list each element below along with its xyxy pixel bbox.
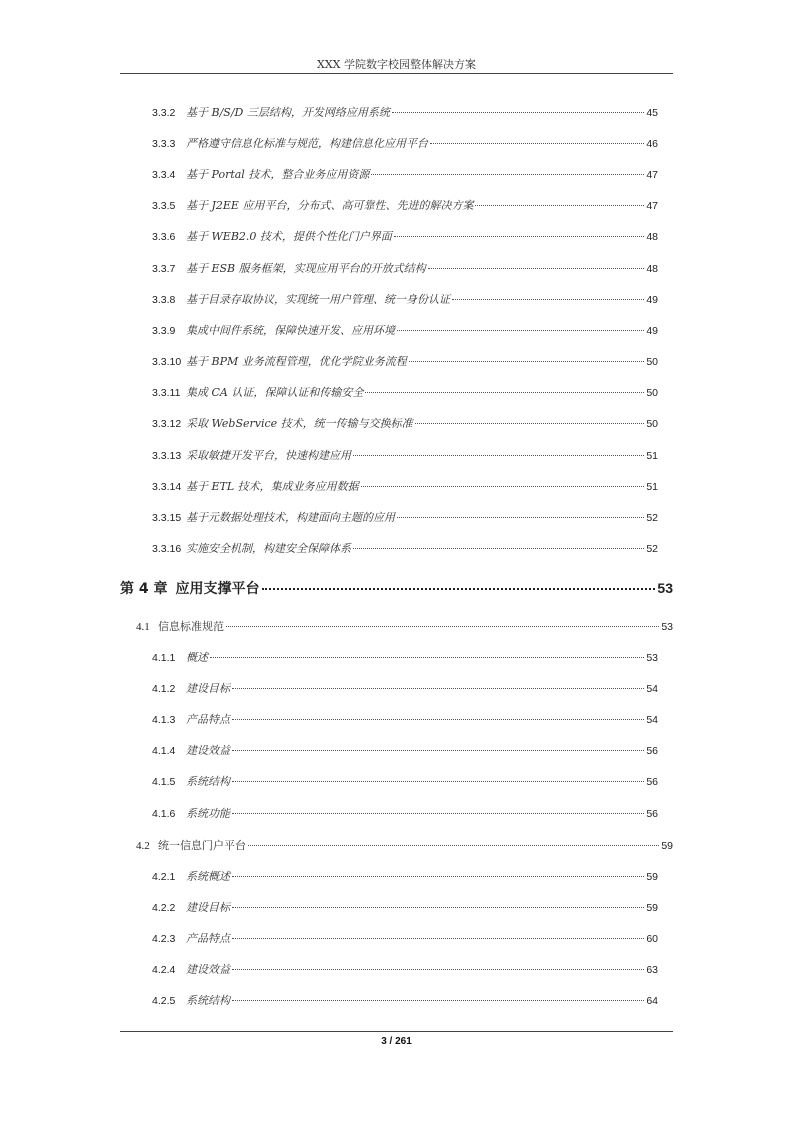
- toc-entry-page: 50: [646, 387, 658, 399]
- toc-entry-title: 信息标准规范: [158, 620, 224, 633]
- toc-leader-dots: [248, 845, 659, 846]
- toc-entry-number: 3.3.3: [152, 138, 176, 150]
- toc-entry-title: 产品特点: [186, 713, 230, 726]
- toc-entry-title: 系统功能: [186, 807, 230, 820]
- toc-entry-number: 3.3.7: [152, 263, 176, 275]
- toc-entry-number: 3.3.5: [152, 200, 176, 212]
- toc-entry-page: 56: [646, 745, 658, 757]
- toc-leader-dots: [392, 112, 644, 113]
- toc-entry-number: 4.1: [136, 621, 150, 633]
- toc-entry-number: 4.2.1: [152, 871, 176, 883]
- toc-leader-dots: [361, 486, 645, 487]
- toc-leader-dots: [353, 548, 644, 549]
- toc-subsection-entry[interactable]: [152, 104, 658, 120]
- toc-entry-title: 基于 B/S/D 三层结构，开发网络应用系统: [186, 106, 390, 119]
- toc-subsection-entry[interactable]: [152, 649, 658, 665]
- toc-entry-title: 系统结构: [186, 994, 230, 1007]
- toc-leader-dots: [232, 1000, 644, 1001]
- toc-entry-title: 集成中间件系统，保障快速开发、应用环境: [186, 324, 395, 337]
- toc-entry-page: 49: [646, 294, 658, 306]
- toc-leader-dots: [394, 236, 644, 237]
- toc-entry-number: 4.1.1: [152, 652, 176, 664]
- toc-subsection-entry[interactable]: [152, 540, 658, 556]
- toc-entry-number: 4.2.3: [152, 933, 176, 945]
- header-rule: [120, 73, 673, 74]
- toc-leader-dots: [452, 299, 644, 300]
- toc-entry-title: 建设目标: [186, 682, 230, 695]
- toc-subsection-entry[interactable]: [152, 135, 658, 151]
- toc-chapter-entry[interactable]: [120, 578, 673, 598]
- toc-entry-title: 基于 ETL 技术，集成业务应用数据: [186, 480, 359, 493]
- toc-subsection-entry[interactable]: [152, 415, 658, 431]
- toc-leader-dots: [397, 330, 644, 331]
- toc-entry-title: 建设目标: [186, 901, 230, 914]
- toc-entry-number: 4.2.4: [152, 964, 176, 976]
- toc-leader-dots: [397, 517, 644, 518]
- toc-subsection-entry[interactable]: [152, 384, 658, 400]
- toc-entry-page: 52: [646, 512, 658, 524]
- toc-entry-page: 60: [646, 933, 658, 945]
- toc-entry-title: 基于 J2EE 应用平台，分布式、高可靠性、先进的解决方案: [186, 199, 474, 212]
- toc-entry-title: 基于 WEB2.0 技术，提供个性化门户界面: [186, 230, 392, 243]
- toc-leader-dots: [232, 813, 644, 814]
- toc-leader-dots: [475, 205, 644, 206]
- toc-subsection-entry[interactable]: [152, 868, 658, 884]
- toc-leader-dots: [428, 268, 645, 269]
- toc-subsection-entry[interactable]: [152, 447, 658, 463]
- toc-entry-page: 54: [646, 714, 658, 726]
- toc-entry-page: 63: [646, 964, 658, 976]
- toc-entry-title: 基于 BPM 业务流程管理，优化学院业务流程: [186, 355, 407, 368]
- toc-entry-page: 59: [661, 840, 673, 852]
- toc-entry-title: 采取敏捷开发平台，快速构建应用: [186, 449, 351, 462]
- toc-entry-title: 实施安全机制，构建安全保障体系: [186, 542, 351, 555]
- toc-entry-number: 3.3.15: [152, 512, 182, 524]
- toc-entry-title: 基于元数据处理技术，构建面向主题的应用: [186, 511, 395, 524]
- toc-leader-dots: [232, 876, 644, 877]
- toc-entry-title: 严格遵守信息化标准与规范，构建信息化应用平台: [186, 137, 428, 150]
- toc-section-entry[interactable]: [136, 837, 673, 853]
- toc-subsection-entry[interactable]: [152, 509, 658, 525]
- toc-leader-dots: [430, 143, 644, 144]
- footer-rule: [120, 1031, 673, 1032]
- toc-subsection-entry[interactable]: [152, 260, 658, 276]
- toc-leader-dots: [232, 969, 644, 970]
- toc-entry-number: 4.2: [136, 840, 150, 852]
- toc-subsection-entry[interactable]: [152, 228, 658, 244]
- toc-entry-title: 基于 ESB 服务框架，实现应用平台的开放式结构: [186, 262, 426, 275]
- toc-leader-dots: [409, 361, 645, 362]
- toc-subsection-entry[interactable]: [152, 166, 658, 182]
- toc-entry-number: 3.3.11: [152, 387, 181, 399]
- toc-entry-page: 53: [657, 580, 673, 596]
- toc-subsection-entry[interactable]: [152, 353, 658, 369]
- toc-leader-dots: [415, 423, 645, 424]
- toc-subsection-entry[interactable]: [152, 291, 658, 307]
- toc-entry-page: 50: [646, 418, 658, 430]
- toc-subsection-entry[interactable]: [152, 805, 658, 821]
- toc-entry-title: 统一信息门户平台: [158, 839, 246, 852]
- toc-leader-dots: [232, 750, 644, 751]
- toc-entry-page: 46: [646, 138, 658, 150]
- toc-entry-number: 4.1.4: [152, 745, 176, 757]
- toc-entry-number: 3.3.14: [152, 481, 182, 493]
- toc-entry-page: 51: [646, 481, 658, 493]
- toc-entry-page: 56: [646, 808, 658, 820]
- toc-leader-dots: [232, 688, 644, 689]
- toc-leader-dots: [353, 455, 644, 456]
- toc-entry-number: 第 4 章: [120, 581, 168, 597]
- toc-entry-number: 4.2.5: [152, 995, 176, 1007]
- toc-entry-title: 应用支撑平台: [175, 581, 260, 597]
- toc-entry-title: 建设效益: [186, 744, 230, 757]
- toc-subsection-entry[interactable]: [152, 197, 658, 213]
- toc-subsection-entry[interactable]: [152, 322, 658, 338]
- toc-entry-title: 建设效益: [186, 963, 230, 976]
- toc-entry-number: 3.3.13: [152, 450, 182, 462]
- toc-entry-page: 49: [646, 325, 658, 337]
- toc-leader-dots: [232, 781, 644, 782]
- toc-entry-title: 系统概述: [186, 870, 230, 883]
- toc-leader-dots: [210, 657, 644, 658]
- toc-entry-page: 64: [646, 995, 658, 1007]
- toc-entry-page: 47: [646, 169, 658, 181]
- toc-entry-page: 59: [646, 871, 658, 883]
- toc-subsection-entry[interactable]: [152, 711, 658, 727]
- toc-entry-number: 4.2.2: [152, 902, 176, 914]
- toc-entry-number: 3.3.16: [152, 543, 182, 555]
- toc-entry-page: 53: [661, 621, 673, 633]
- toc-leader-dots: [232, 938, 644, 939]
- toc-entry-page: 50: [646, 356, 658, 368]
- toc-subsection-entry[interactable]: [152, 478, 658, 494]
- page-number: 3 / 261: [381, 1036, 412, 1047]
- toc-entry-number: 3.3.2: [152, 107, 176, 119]
- toc-leader-dots: [232, 719, 644, 720]
- toc-subsection-entry[interactable]: [152, 930, 658, 946]
- toc-subsection-entry[interactable]: [152, 961, 658, 977]
- toc-leader-dots: [371, 174, 644, 175]
- toc-entry-page: 56: [646, 776, 658, 788]
- toc-entry-number: 4.1.5: [152, 776, 176, 788]
- toc-section-entry[interactable]: [136, 618, 673, 634]
- toc-entry-number: 4.1.6: [152, 808, 176, 820]
- toc-subsection-entry[interactable]: [152, 680, 658, 696]
- toc-entry-number: 3.3.12: [152, 418, 182, 430]
- toc-entry-number: 3.3.9: [152, 325, 176, 337]
- toc-entry-title: 概述: [186, 651, 208, 664]
- toc-entry-page: 45: [646, 107, 658, 119]
- toc-leader-dots: [232, 907, 644, 908]
- toc-entry-number: 3.3.6: [152, 231, 176, 243]
- toc-entry-page: 53: [646, 652, 658, 664]
- toc-subsection-entry[interactable]: [152, 899, 658, 915]
- toc-entry-number: 3.3.4: [152, 169, 176, 181]
- toc-entry-page: 48: [646, 263, 658, 275]
- toc-leader-dots: [226, 626, 659, 627]
- toc-leader-dots: [365, 392, 644, 393]
- toc-entry-title: 采取 WebService 技术，统一传输与交换标准: [186, 417, 413, 430]
- toc-entry-page: 59: [646, 902, 658, 914]
- toc-entry-page: 54: [646, 683, 658, 695]
- toc-entry-number: 4.1.3: [152, 714, 176, 726]
- toc-entry-page: 51: [646, 450, 658, 462]
- toc-entry-title: 产品特点: [186, 932, 230, 945]
- toc-subsection-entry[interactable]: [152, 773, 658, 789]
- toc-entry-title: 基于 Portal 技术，整合业务应用资源: [186, 168, 370, 181]
- toc-leader-dots: [262, 588, 656, 590]
- toc-entry-title: 基于目录存取协议，实现统一用户管理、统一身份认证: [186, 293, 450, 306]
- toc-entry-page: 48: [646, 231, 658, 243]
- toc-entry-number: 3.3.8: [152, 294, 176, 306]
- toc-entry-number: 4.1.2: [152, 683, 176, 695]
- toc-subsection-entry[interactable]: [152, 992, 658, 1008]
- toc-subsection-entry[interactable]: [152, 742, 658, 758]
- page-header: XXX 学院数字校园整体解决方案: [317, 58, 476, 71]
- toc-entry-number: 3.3.10: [152, 356, 182, 368]
- toc-entry-title: 集成 CA 认证，保障认证和传输安全: [186, 386, 364, 399]
- toc-entry-page: 47: [646, 200, 658, 212]
- toc-entry-title: 系统结构: [186, 775, 230, 788]
- toc-entry-page: 52: [646, 543, 658, 555]
